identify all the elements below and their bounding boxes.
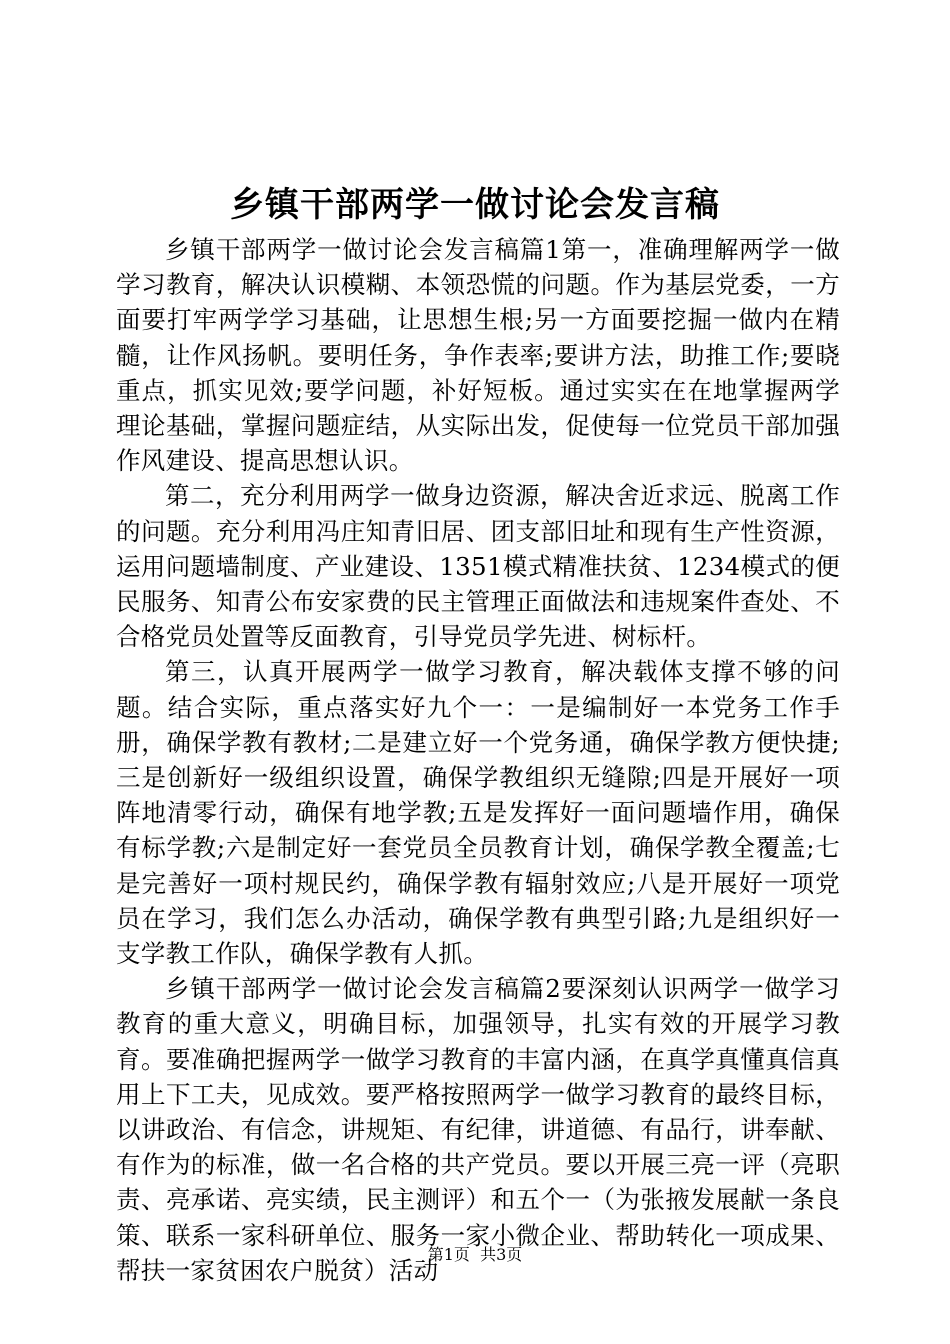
paragraph: 第三，认真开展两学一做学习教育，解决载体支撑不够的问题。结合实际，重点落实好九个一：一是编制好一本党务工作手册，确保学教有教材;二是建立好一个党务通，确保学教方便快捷;三是创新好一级组织设置，确保学教组织无缝隙;四是开展好一项阵地清零行动，确保有地学教;五是发挥好一面问题墙作用，确保有标学教;六是制定好一套党员全员教育计划，确保学教全覆盖;七是完善好一项村规民约，确保学教有辐射效应;八是开展好一项党员在学习，我们怎么办活动，确保学教有典型引路;九是组织好一支学教工作队，确保学教有人抓。 [116, 657, 840, 969]
document-body [116, 232, 840, 1288]
paragraph: 第二，充分利用两学一做身边资源，解决舍近求远、脱离工作的问题。充分利用冯庄知青旧居、团支部旧址和现有生产性资源，运用问题墙制度、产业建设、1351模式精准扶贫、1234模式的便民服务、知青公布安家费的民主管理正面做法和违规案件查处、不合格党员处置等反面教育，引导党员学先进、树标杆。 [116, 481, 840, 652]
footer-spacer [470, 1245, 480, 1264]
paragraph: 乡镇干部两学一做讨论会发言稿篇2要深刻认识两学一做学习教育的重大意义，明确目标，加强领导，扎实有效的开展学习教育。要准确把握两学一做学习教育的丰富内涵，在真学真懂真信真用上下工夫，见成效。要严格按照两学一做学习教育的最终目标，以讲政治、有信念，讲规矩、有纪律，讲道德、有品行，讲奉献、有作为的标准，做一名合格的共产党员。要以开展三亮一评（亮职责、亮承诺、亮实绩，民主测评）和五个一（为张掖发展献一条良策、联系一家科研单位、服务一家小微企业、帮助转化一项成果、帮扶一家贫困农户脱贫）活动 [116, 974, 840, 1285]
page-footer [0, 1243, 950, 1267]
paragraph: 乡镇干部两学一做讨论会发言稿篇1第一，准确理解两学一做学习教育，解决认识模糊、本领恐慌的问题。作为基层党委，一方面要打牢两学学习基础，让思想生根;另一方面要挖掘一做内在精髓，让作风扬帆。要明任务，争作表率;要讲方法，助推工作;要晓重点，抓实见效;要学问题，补好短板。通过实实在在地掌握两学理论基础，掌握问题症结，从实际出发，促使每一位党员干部加强作风建设、提高思想认识。 [116, 235, 840, 476]
page-title: 乡镇干部两学一做讨论会发言稿 [230, 185, 720, 225]
page-number: 第1页 [427, 1245, 470, 1264]
page-total: 共3页 [480, 1245, 523, 1264]
